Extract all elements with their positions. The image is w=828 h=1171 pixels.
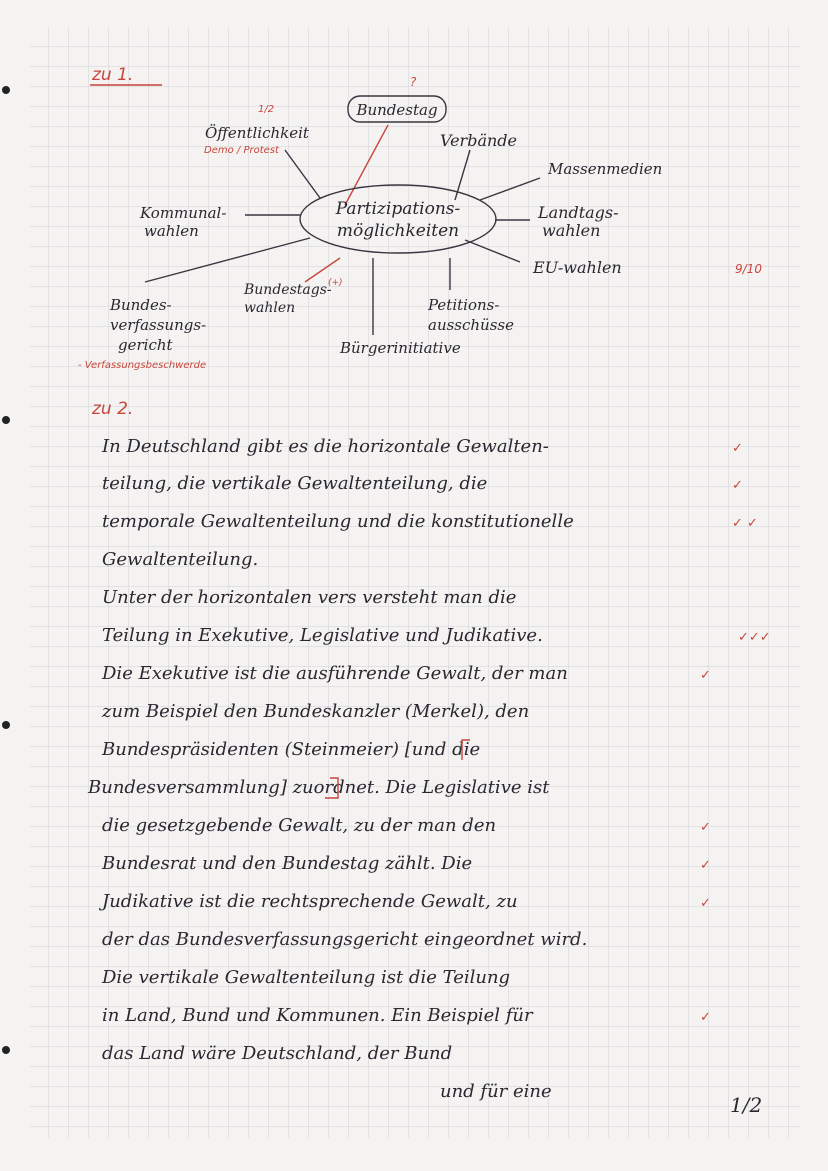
node-oeffentlichkeit: Öffentlichkeit xyxy=(205,124,309,142)
node-buergerinitiative: Bürgerinitiative xyxy=(340,339,461,357)
node-bundestag: Bundestag xyxy=(356,101,438,119)
text-line: Gewaltenteilung. xyxy=(102,549,259,570)
node-euwahlen: EU-wahlen xyxy=(533,258,622,277)
text-line: Die vertikale Gewaltenteilung ist die Teilung xyxy=(102,967,511,988)
check-mark: ✓ xyxy=(732,478,743,493)
text-line: Unter der horizontalen vers versteht man die xyxy=(102,587,517,608)
section2-heading: zu 2. xyxy=(92,399,134,419)
node-bvg-1: Bundes- xyxy=(110,296,172,314)
text-line: Bundesversammlung] zuordnet. Die Legislative ist xyxy=(88,777,550,798)
check-mark: ✓ xyxy=(700,858,711,873)
node-bvg-3: gericht xyxy=(118,336,173,354)
node-massenmedien: Massenmedien xyxy=(548,160,663,178)
binder-hole xyxy=(2,86,10,94)
center-line2: möglichkeiten xyxy=(336,221,460,241)
section1-heading: zu 1. xyxy=(92,65,134,85)
text-line: das Land wäre Deutschland, der Bund xyxy=(102,1043,453,1064)
score: 9/10 xyxy=(735,262,762,276)
node-btwahlen-2: wahlen xyxy=(244,300,296,316)
check-mark: ✓ ✓ xyxy=(732,516,758,531)
node-kommunal-1: Kommunal- xyxy=(140,204,227,222)
check-mark: ✓ xyxy=(700,668,711,683)
node-landtag-2: wahlen xyxy=(542,221,601,240)
node-landtag-1: Landtags- xyxy=(538,203,619,222)
check-mark: ✓ xyxy=(700,1010,711,1025)
text-line: teilung, die vertikale Gewaltenteilung, die xyxy=(102,473,488,494)
text-line: Teilung in Exekutive, Legislative und Judikative. xyxy=(102,625,543,646)
bt-mark: (+) xyxy=(328,278,343,288)
check-mark: ✓ xyxy=(700,896,711,911)
text-line: Bundesrat und den Bundestag zählt. Die xyxy=(102,853,473,874)
text-line: temporale Gewaltenteilung und die konstitutionelle xyxy=(102,511,574,532)
text-line: in Land, Bund und Kommunen. Ein Beispiel für xyxy=(102,1005,533,1026)
binder-hole xyxy=(2,416,10,424)
node-btwahlen-1: Bundestags- xyxy=(244,282,332,298)
page-number: 1/2 xyxy=(730,1093,763,1117)
check-mark: ✓ xyxy=(700,820,711,835)
node-petition-1: Petitions- xyxy=(428,296,500,314)
node-petition-2: ausschüsse xyxy=(428,316,514,334)
binder-hole xyxy=(2,721,10,729)
text-line: Die Exekutive ist die ausführende Gewalt, der man xyxy=(102,663,568,684)
text-line: und für eine xyxy=(440,1081,552,1102)
node-bvg-2: verfassungs- xyxy=(110,316,207,334)
node-verbaende: Verbände xyxy=(440,131,517,150)
question-mark: ? xyxy=(410,75,417,89)
node-kommunal-2: wahlen xyxy=(144,222,199,240)
half-mark: 1/2 xyxy=(258,104,275,115)
text-line: der das Bundesverfassungsgericht eingeordnet wird. xyxy=(102,929,588,950)
check-mark: ✓ xyxy=(732,441,743,456)
text-line: In Deutschland gibt es die horizontale Gewalten- xyxy=(102,436,549,457)
binder-hole xyxy=(2,1046,10,1054)
text-line: Bundespräsidenten (Steinmeier) [und die xyxy=(102,739,481,760)
correction-demo: Demo / Protest xyxy=(204,145,279,156)
text-line: zum Beispiel den Bundeskanzler (Merkel), den xyxy=(102,701,530,722)
text-line: die gesetzgebende Gewalt, zu der man den xyxy=(102,815,497,836)
correction-verfassungsbeschwerde: - Verfassungsbeschwerde xyxy=(78,360,207,371)
text-line: Judikative ist die rechtsprechende Gewalt, zu xyxy=(102,891,518,912)
center-line1: Partizipations- xyxy=(335,199,461,219)
check-mark: ✓✓✓ xyxy=(738,630,771,645)
